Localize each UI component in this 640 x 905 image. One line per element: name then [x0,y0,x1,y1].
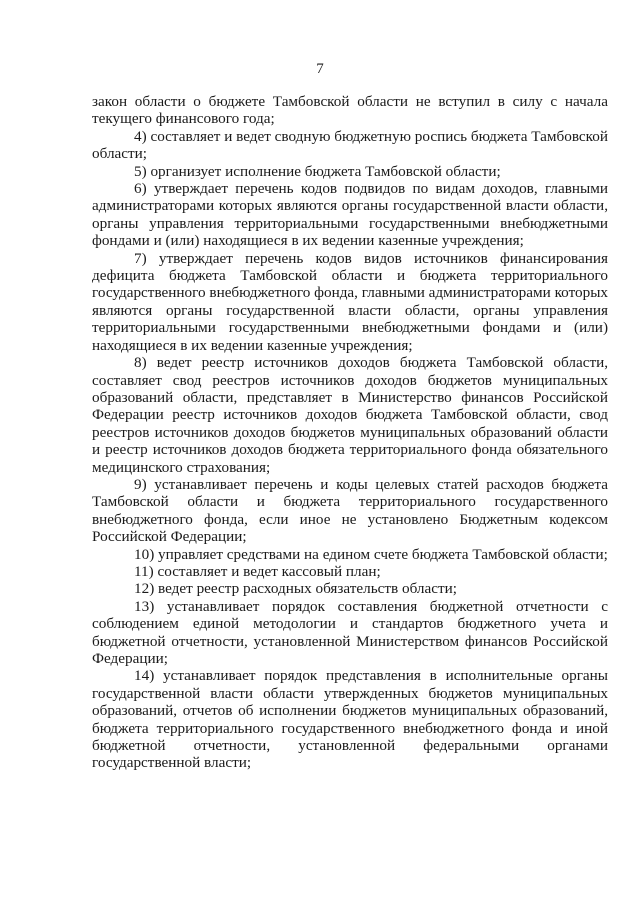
paragraph-continuation: закон области о бюджете Тамбовской области не вступил в силу с начала текущего финансового года; [92,93,608,128]
paragraph-item-6: 6) утверждает перечень кодов подвидов по видам доходов, главными администраторами которых являются органы государственной власти области, органы управления территориальными государственными внебюджетными фондами и (или) находящиеся в их ведении казенные учреждения; [92,180,608,250]
paragraph-item-11: 11) составляет и ведет кассовый план; [134,562,381,580]
paragraph-item-4: 4) составляет и ведет сводную бюджетную роспись бюджета Тамбовской области; [92,127,608,163]
paragraph-item-13: 13) устанавливает порядок составления бюджетной отчетности с соблюдением единой методологии и стандартов бюджетного учета и бюджетной отчетности, установленной Министерством финансов Российской Федерации; [92,597,608,667]
paragraph-item-7: 7) утверждает перечень кодов видов источников финансирования дефицита бюджета Тамбовской области и бюджета территориального государственного внебюджетного фонда, главными администраторами которых являются органы государственной власти области, органы управления территориальными государственными внебюджетными фондами и (или) находящиеся в их ведении казенные учреждения; [92,249,608,354]
document-body [92,93,608,772]
paragraph-item-5: 5) организует исполнение бюджета Тамбовской области; [134,162,501,180]
paragraph-item-12: 12) ведет реестр расходных обязательств области; [134,580,457,598]
paragraph-item-10: 10) управляет средствами на едином счете бюджета Тамбовской области; [134,545,608,563]
paragraph-item-8: 8) ведет реестр источников доходов бюджета Тамбовской области, составляет свод реестров источников доходов бюджетов муниципальных образований области, представляет в Министерство финансов Российской Федерации реестр источников доходов бюджета Тамбовской области, свод реестров источников доходов бюджетов муниципальных образований области и реестр источников доходов бюджета территориального фонда обязательного медицинского страхования; [92,354,608,476]
paragraph-item-14: 14) устанавливает порядок представления в исполнительные органы государственной власти области утвержденных бюджетов муниципальных образований, отчетов об исполнении бюджетов муниципальных образований, бюджета территориального государственного внебюджетного фонда и иной бюджетной отчетности, установленной федеральными органами государственной власти; [92,667,608,772]
page-number: 7 [316,61,324,77]
paragraph-item-9: 9) устанавливает перечень и коды целевых статей расходов бюджета Тамбовской области и бюджета территориального государственного внебюджетного фонда, если иное не установлено Бюджетным кодексом Российской Федерации; [92,475,608,546]
